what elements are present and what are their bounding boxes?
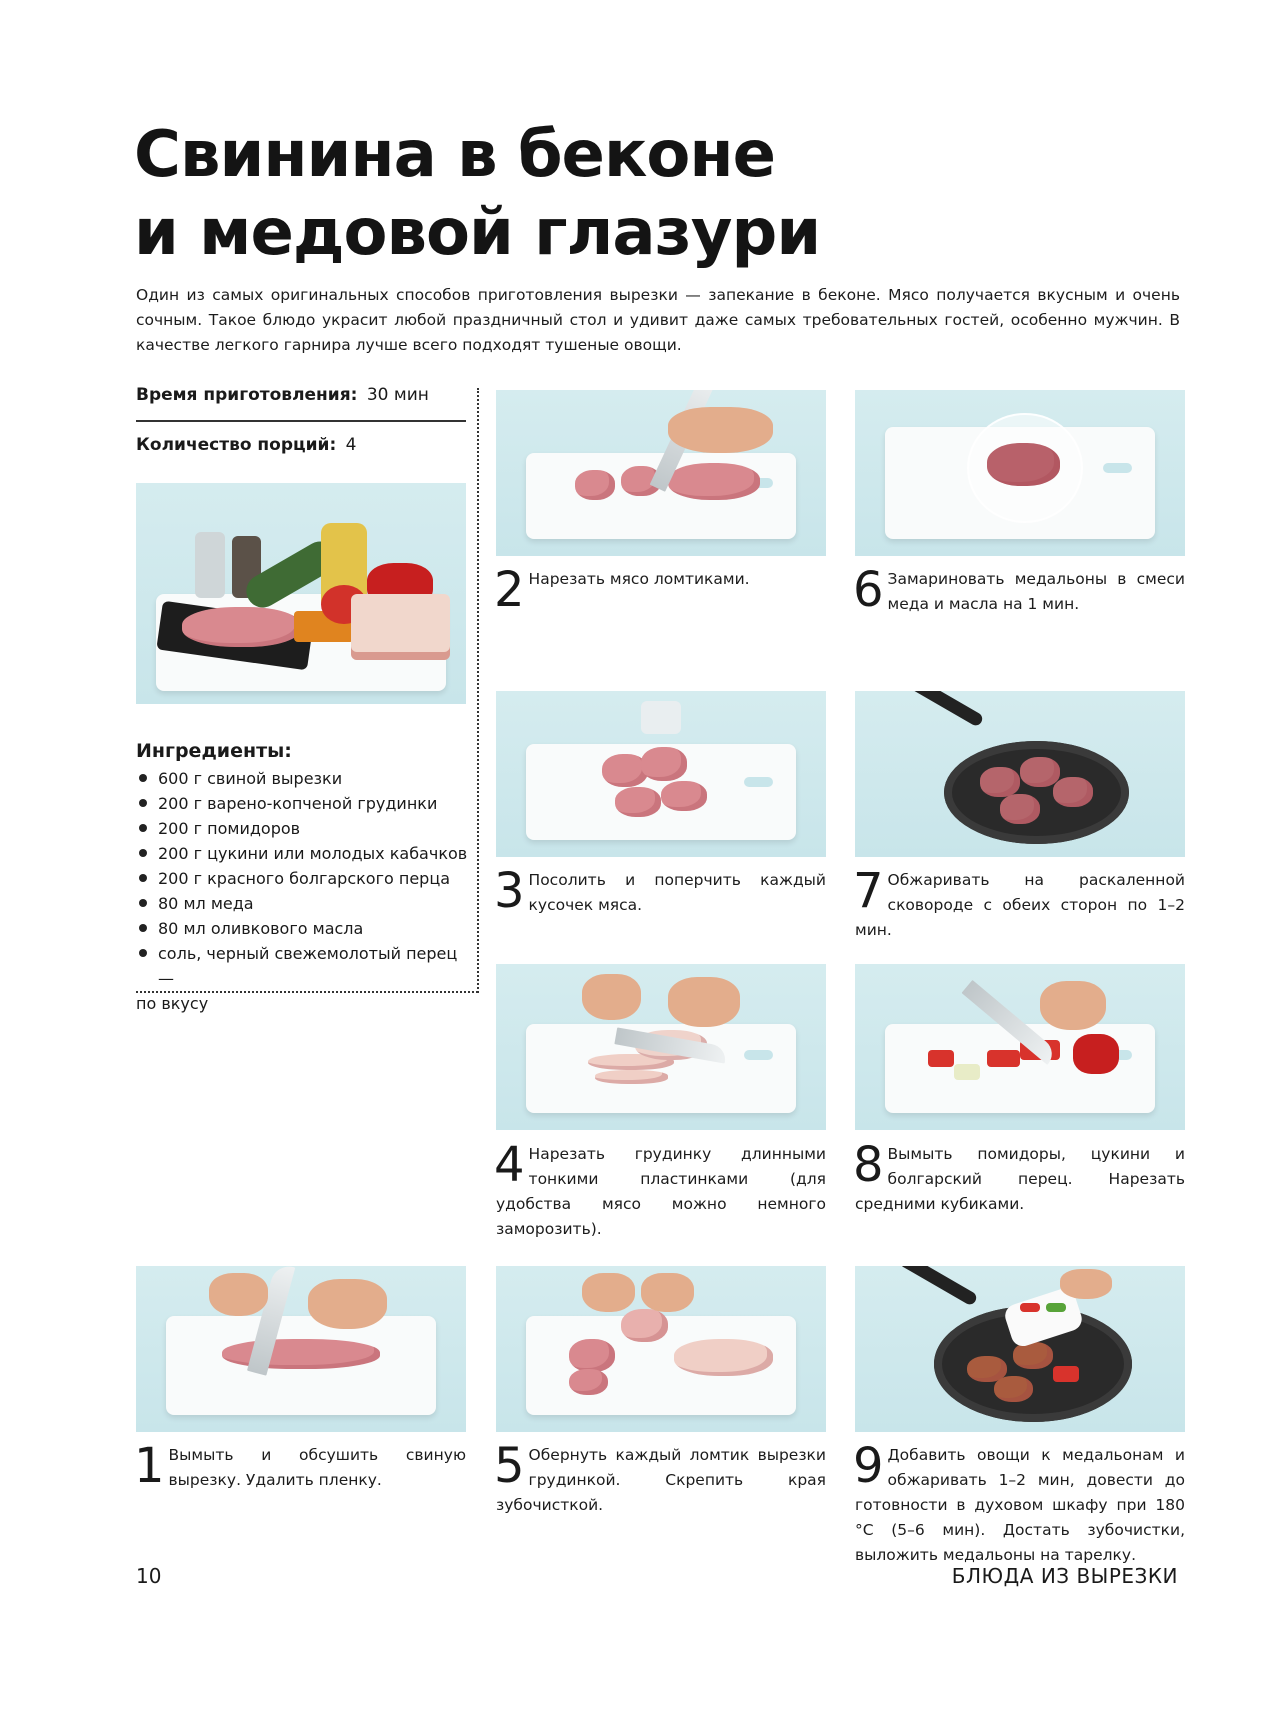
meat-slice bbox=[661, 781, 707, 811]
servings-value: 4 bbox=[345, 435, 357, 455]
cooking-time bbox=[136, 385, 429, 405]
step-number: 1 bbox=[134, 1438, 165, 1494]
section-title: БЛЮДА ИЗ ВЫРЕЗКИ bbox=[951, 1564, 1178, 1588]
ingredients-list bbox=[136, 766, 472, 1016]
pork-tenderloin bbox=[668, 463, 760, 500]
tomato-cubes bbox=[987, 1050, 1020, 1067]
step-number: 2 bbox=[494, 562, 525, 618]
step-number: 4 bbox=[494, 1137, 525, 1193]
hand bbox=[668, 977, 741, 1027]
step-text: Замариновать медальоны в смеси меда и масла на 1 мин. bbox=[887, 570, 1185, 613]
tomato-cubes bbox=[928, 1050, 954, 1067]
ingredient-item: 80 мл меда bbox=[136, 891, 472, 916]
meat-slice bbox=[641, 747, 687, 780]
step-6-photo bbox=[855, 390, 1185, 556]
meta-divider bbox=[136, 420, 466, 422]
vegetable-cubes bbox=[1020, 1303, 1040, 1313]
servings bbox=[136, 435, 356, 455]
step-number: 6 bbox=[853, 562, 884, 618]
title-line-2: и медовой глазури bbox=[134, 196, 821, 270]
ingredient-item: соль, черный свежемолотый перец — bbox=[136, 941, 472, 991]
pan-handle bbox=[904, 691, 985, 728]
step-text: Нарезать грудинку длинными тонкими пластинками (для удобства мясо можно немного заморозить). bbox=[496, 1145, 826, 1238]
step-4 bbox=[494, 1137, 826, 1242]
meat-slice bbox=[569, 1369, 609, 1396]
step-text: Вымыть и обсушить свиную вырезку. Удалить пленку. bbox=[168, 1446, 466, 1489]
step-7 bbox=[853, 863, 1185, 943]
ingredient-item: 80 мл оливкового масла bbox=[136, 916, 472, 941]
ingredient-item: 200 г помидоров bbox=[136, 816, 472, 841]
cooking-time-value: 30 мин bbox=[366, 385, 429, 405]
step-9-photo bbox=[855, 1266, 1185, 1432]
step-8 bbox=[853, 1137, 1185, 1217]
step-5 bbox=[494, 1438, 826, 1518]
intro-paragraph: Один из самых оригинальных способов приготовления вырезки — запекание в беконе. Мясо получается вкусным и очень сочным. Такое блюдо украсит любой праздничный стол и удивит даже самых требовательных гостей, особенно мужчин. В качестве легкого гарнира лучше всего подходят тушеные овощи. bbox=[136, 286, 1180, 354]
step-1-photo bbox=[136, 1266, 466, 1432]
bacon-slab bbox=[351, 594, 450, 660]
hand bbox=[582, 1273, 635, 1313]
step-2 bbox=[494, 562, 826, 618]
bacon-strip bbox=[595, 1070, 668, 1083]
hand bbox=[308, 1279, 387, 1329]
pork-tenderloin bbox=[222, 1339, 380, 1369]
page-title bbox=[134, 116, 1034, 272]
zucchini-cubes bbox=[954, 1064, 980, 1081]
marinated-medallions bbox=[987, 443, 1060, 486]
medallion bbox=[980, 767, 1020, 797]
board-handle bbox=[744, 777, 774, 787]
step-number: 8 bbox=[853, 1137, 884, 1193]
page-number: 10 bbox=[136, 1564, 162, 1588]
step-text: Вымыть помидоры, цукини и болгарский перец. Нарезать средними кубиками. bbox=[855, 1145, 1185, 1213]
ingredient-item: 200 г цукини или молодых кабачков bbox=[136, 841, 472, 866]
cooking-time-label: Время приготовления: bbox=[136, 385, 358, 405]
step-number: 5 bbox=[494, 1438, 525, 1494]
step-5-photo bbox=[496, 1266, 826, 1432]
wrapped-medallion bbox=[621, 1309, 667, 1342]
ingredients-title: Ингредиенты: bbox=[136, 740, 292, 762]
ingredient-item-continuation: по вкусу bbox=[136, 994, 209, 1013]
ingredient-item: 200 г варено-копченой грудинки bbox=[136, 791, 472, 816]
ingredient-item: 600 г свиной вырезки bbox=[136, 766, 472, 791]
step-2-photo bbox=[496, 390, 826, 556]
step-text: Добавить овощи к медальонам и обжаривать 1–2 мин, довести до готовности в духовом шкафу при 180 °C (5–6 мин). Достать зубочистки, выложить медальоны на тарелку. bbox=[855, 1446, 1185, 1564]
step-number: 7 bbox=[853, 863, 884, 919]
meat-slice bbox=[615, 787, 661, 817]
title-line-1: Свинина в беконе bbox=[134, 118, 775, 192]
medallion bbox=[1053, 777, 1093, 807]
medallion bbox=[1013, 1342, 1053, 1369]
step-6 bbox=[853, 562, 1185, 618]
hand bbox=[209, 1273, 268, 1316]
medallion bbox=[994, 1376, 1034, 1403]
ingredients-photo bbox=[136, 483, 466, 704]
bell-pepper bbox=[1073, 1034, 1119, 1074]
medallion bbox=[1020, 757, 1060, 787]
board-handle bbox=[744, 1050, 774, 1060]
medallion bbox=[1000, 794, 1040, 824]
column-dotted-border bbox=[477, 388, 479, 993]
vegetable-cubes bbox=[1046, 1303, 1066, 1313]
pan-handle bbox=[897, 1266, 978, 1306]
step-4-photo bbox=[496, 964, 826, 1130]
hand bbox=[641, 1273, 694, 1313]
ingredient-item: 200 г красного болгарского перца bbox=[136, 866, 472, 891]
step-3 bbox=[494, 863, 826, 919]
board-handle bbox=[1103, 463, 1133, 473]
bacon-strips bbox=[674, 1339, 773, 1376]
meat-slice bbox=[569, 1339, 615, 1372]
hand bbox=[582, 974, 641, 1020]
hand bbox=[668, 407, 774, 453]
step-text: Нарезать мясо ломтиками. bbox=[528, 570, 750, 588]
salt-shaker bbox=[641, 701, 681, 734]
step-7-photo bbox=[855, 691, 1185, 857]
step-3-photo bbox=[496, 691, 826, 857]
servings-label: Количество порций: bbox=[136, 435, 337, 455]
step-text: Обернуть каждый ломтик вырезки грудинкой. Скрепить края зубочисткой. bbox=[496, 1446, 826, 1514]
hand bbox=[1060, 1269, 1113, 1299]
hand bbox=[1040, 981, 1106, 1031]
step-number: 3 bbox=[494, 863, 525, 919]
vegetable-cubes bbox=[1053, 1366, 1079, 1383]
step-number: 9 bbox=[853, 1438, 884, 1494]
step-text: Обжаривать на раскаленной сковороде с обеих сторон по 1–2 мин. bbox=[855, 871, 1185, 939]
pork-tenderloin bbox=[182, 607, 301, 647]
meat-slice bbox=[575, 470, 615, 500]
step-8-photo bbox=[855, 964, 1185, 1130]
step-9 bbox=[853, 1438, 1185, 1568]
step-1 bbox=[134, 1438, 466, 1494]
frying-pan bbox=[944, 741, 1129, 844]
step-text: Посолить и поперчить каждый кусочек мяса. bbox=[528, 871, 826, 914]
salt-shaker bbox=[195, 532, 225, 598]
